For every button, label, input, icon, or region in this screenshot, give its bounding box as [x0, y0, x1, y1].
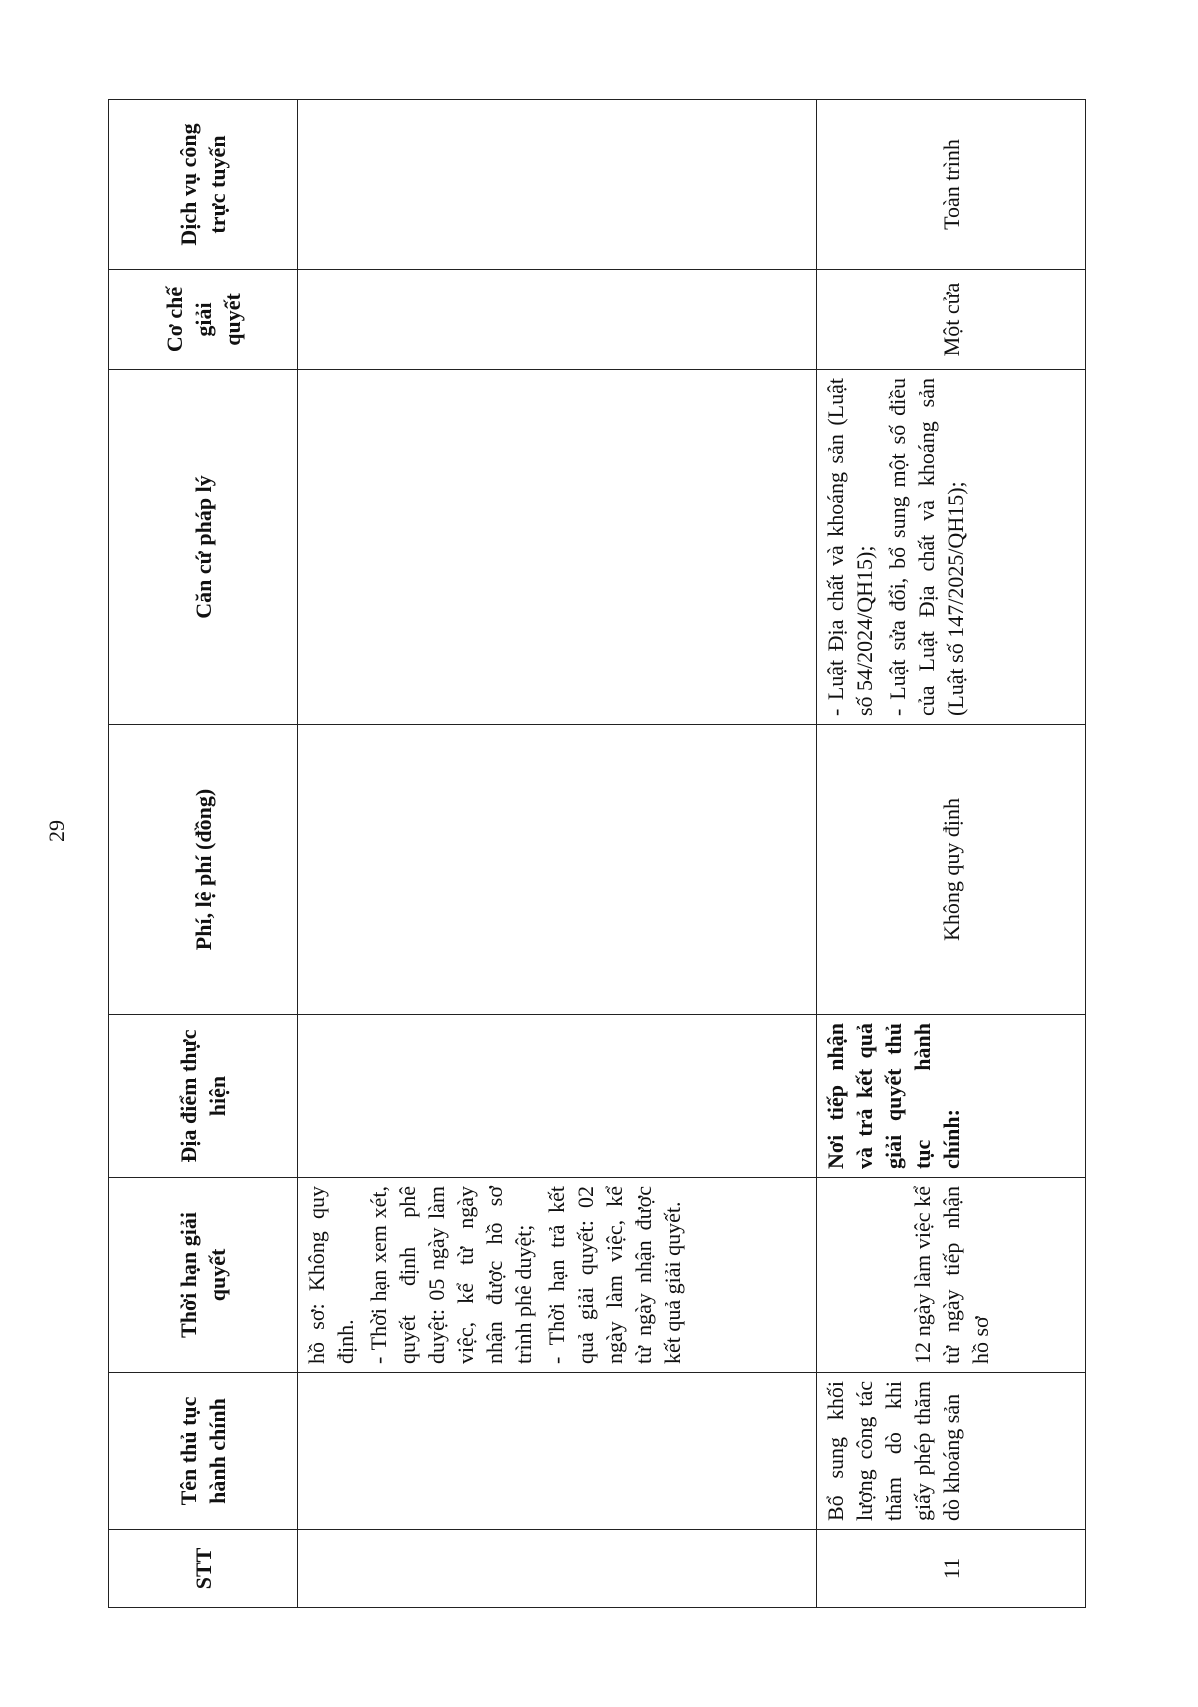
- header-ten-thu-tuc: Tên thủ tục hành chính: [109, 1373, 298, 1530]
- cell-phi-le-phi: Không quy định: [817, 725, 1086, 1015]
- cell-can-cu-phap-ly: [817, 370, 1086, 725]
- table-row-continuation: [298, 100, 817, 1608]
- cell-thoi-han: [298, 1178, 817, 1373]
- rotated-landscape-sheet: [108, 100, 1088, 1608]
- thoi-han-text: hồ sơ: Không quy định.: [304, 1186, 358, 1364]
- cell-co-che: [298, 270, 817, 370]
- header-co-che: Cơ chế giải quyết: [109, 270, 298, 370]
- legal-basis-item: - Luật sửa đổi, bổ sung một số điều của Luật Địa chất và khoáng sản (Luật số 147/2025/QH15);: [885, 378, 968, 716]
- header-thoi-han: Thời hạn giải quyết: [109, 1178, 298, 1373]
- table-row-11: [817, 100, 1086, 1608]
- cell-co-che: Một cửa: [817, 270, 1086, 370]
- cell-can-cu-phap-ly: [298, 370, 817, 725]
- cell-ten-thu-tuc: [298, 1373, 817, 1530]
- header-dia-diem: Địa điểm thực hiện: [109, 1015, 298, 1178]
- header-row: [109, 100, 298, 1608]
- legal-basis-item: - Luật Địa chất và khoáng sản (Luật số 54/2024/QH15);: [823, 378, 877, 716]
- cell-dia-diem: Nơi tiếp nhận và trả kết quả giải quyết thủ tục hành chính:: [817, 1015, 1086, 1178]
- page-number: 29: [44, 820, 69, 842]
- thoi-han-text: - Thời hạn trả kết quả giải quyết: 02 ngày làm việc, kể từ ngày nhận được kết quả giải quyết.: [544, 1186, 685, 1364]
- cell-stt: 11: [817, 1530, 1086, 1608]
- cell-dich-vu-cong: [298, 100, 817, 270]
- header-can-cu-phap-ly: Căn cứ pháp lý: [109, 370, 298, 725]
- procedure-table: [108, 99, 1086, 1608]
- cell-ten-thu-tuc: Bổ sung khối lượng công tác thăm dò khi giấy phép thăm dò khoáng sản: [817, 1373, 1086, 1530]
- thoi-han-text: - Thời hạn xem xét, quyết định phê duyệt: 05 ngày làm việc, kể từ ngày nhận được hồ sơ trình phê duyệt;: [366, 1186, 536, 1364]
- cell-thoi-han: 12 ngày làm việc kể từ ngày tiếp nhận hồ sơ: [817, 1178, 1086, 1373]
- cell-dich-vu-cong: Toàn trình: [817, 100, 1086, 270]
- cell-dia-diem: [298, 1015, 817, 1178]
- cell-phi-le-phi: [298, 725, 817, 1015]
- header-dich-vu-cong: Dịch vụ công trực tuyến: [109, 100, 298, 270]
- header-phi-le-phi: Phí, lệ phí (đồng): [109, 725, 298, 1015]
- header-stt: STT: [109, 1530, 298, 1608]
- cell-stt: [298, 1530, 817, 1608]
